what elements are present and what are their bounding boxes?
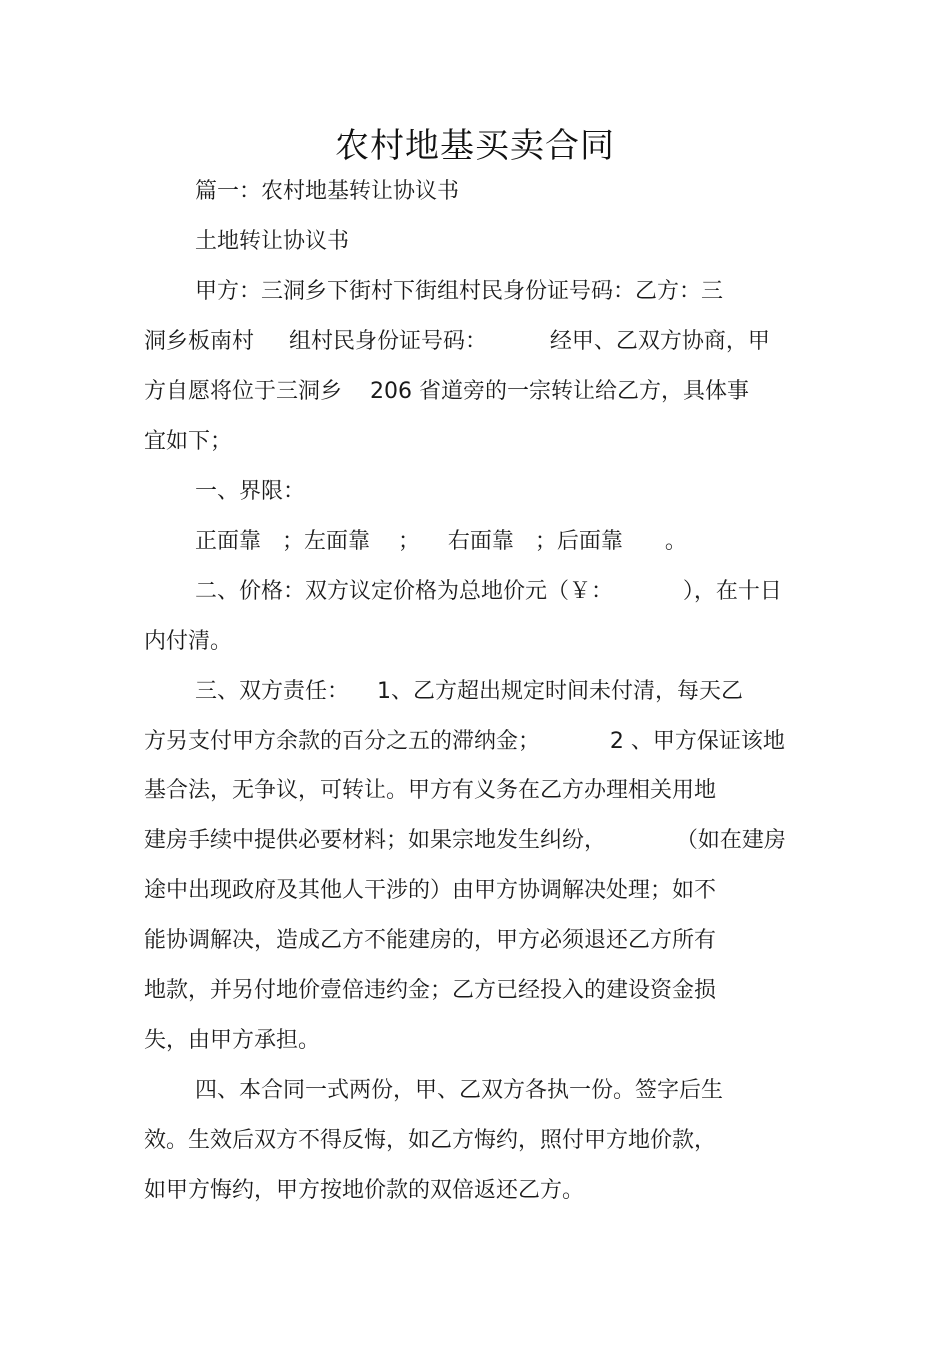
- body-line: 建房手续中提供必要材料；如果宗地发生纠纷， （如在建房: [144, 828, 786, 853]
- section-heading: 篇一：农村地基转让协议书: [195, 179, 460, 204]
- body-line: 失，由甲方承担。: [144, 1028, 321, 1053]
- body-line: 方自愿将位于三洞乡 206 省道旁的一宗转让给乙方，具体事: [144, 379, 749, 404]
- body-line: 宜如下；: [144, 429, 233, 454]
- clause-heading: 三、双方责任： 1、乙方超出规定时间未付清，每天乙: [195, 679, 743, 704]
- body-line: 正面靠 ；左面靠 ； 右面靠 ；后面靠 。: [195, 529, 687, 554]
- body-line: 洞乡板南村 组村民身份证号码： 经甲、乙双方协商，甲: [144, 329, 770, 354]
- body-line: 方另支付甲方余款的百分之五的滞纳金； 2 、甲方保证该地: [144, 729, 785, 754]
- document-title: 农村地基买卖合同: [335, 126, 615, 166]
- body-line: 内付清。: [144, 629, 233, 654]
- clause-heading: 二、价格：双方议定价格为总地价元（￥： ），在十日: [195, 579, 782, 604]
- body-line: 效。生效后双方不得反悔，如乙方悔约，照付甲方地价款，: [144, 1128, 717, 1153]
- agreement-heading: 土地转让协议书: [195, 229, 350, 254]
- clause-heading: 一、界限：: [195, 479, 306, 504]
- body-line: 如甲方悔约，甲方按地价款的双倍返还乙方。: [144, 1178, 585, 1203]
- body-line: 能协调解决，造成乙方不能建房的，甲方必须退还乙方所有: [144, 928, 717, 953]
- clause-heading: 四、本合同一式两份，甲、乙双方各执一份。签字后生: [195, 1078, 724, 1103]
- body-line: 甲方：三洞乡下街村下街组村民身份证号码：乙方：三: [195, 279, 724, 304]
- body-line: 途中出现政府及其他人干涉的）由甲方协调解决处理；如不: [144, 878, 717, 903]
- body-line: 基合法，无争议，可转让。甲方有义务在乙方办理相关用地: [144, 778, 717, 803]
- body-line: 地款，并另付地价壹倍违约金；乙方已经投入的建设资金损: [144, 978, 717, 1003]
